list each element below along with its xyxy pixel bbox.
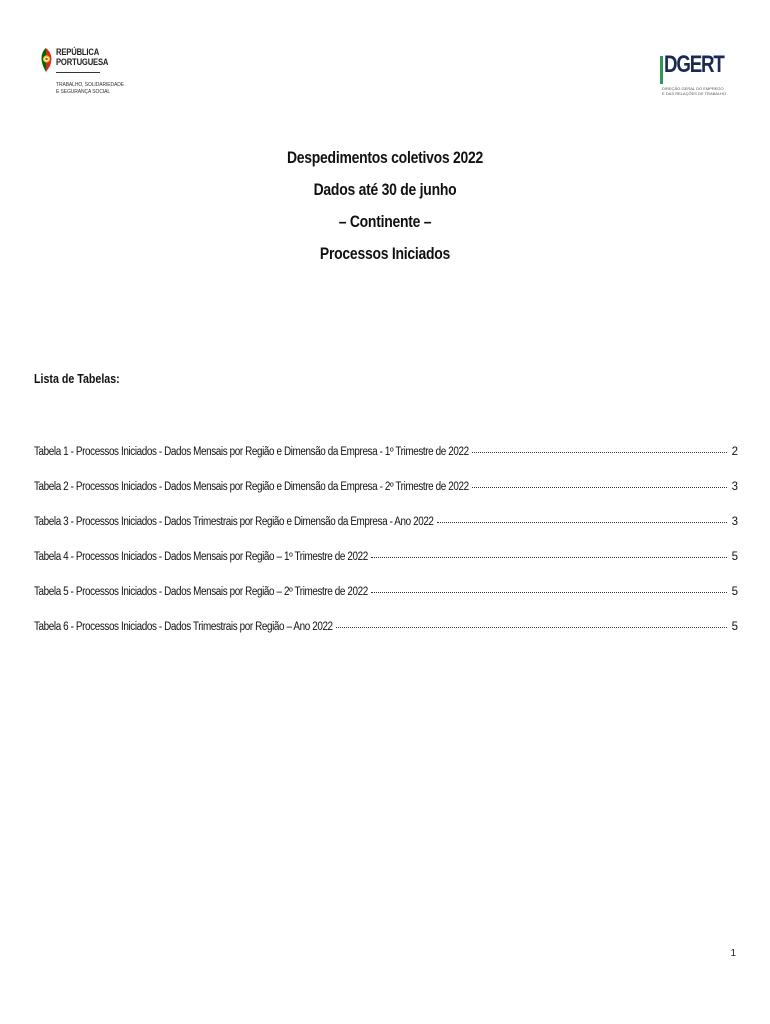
toc-leader-dots [371,547,727,558]
toc-entry-page: 5 [731,586,738,598]
ministry-name: TRABALHO, SOLIDARIEDADE E SEGURANÇA SOCIAL [56,82,124,95]
toc-leader-dots [472,442,727,453]
toc-entry-title: Tabela 6 - Processos Iniciados - Dados Trimestrais por Região – Ano 2022 [34,621,333,633]
toc-entry-page: 5 [731,551,738,563]
toc-entry-tabela-5[interactable] [34,584,738,600]
toc-entry-title: Tabela 4 - Processos Iniciados - Dados Mensais por Região – 1º Trimestre de 2022 [34,551,368,563]
toc-entry-page: 5 [731,621,738,633]
toc-leader-dots [371,582,727,593]
toc-leader-dots [472,477,727,488]
title-line-1: Despedimentos coletivos 2022 [286,148,484,167]
dgert-brand: DGERT [664,51,724,78]
page-number: 1 [730,948,736,959]
toc-leader-dots [437,512,727,523]
dgert-accent-bar [660,56,663,84]
toc-entry-title: Tabela 5 - Processos Iniciados - Dados Mensais por Região – 2º Trimestre de 2022 [34,586,368,598]
toc-entry-page: 2 [731,446,738,458]
list-of-tables-heading: Lista de Tabelas: [34,371,120,386]
republica-portuguesa-logo [38,44,128,104]
toc-entry-tabela-3[interactable] [34,514,738,530]
document-title [0,142,770,270]
toc-entry-page: 3 [731,516,738,528]
toc-entry-title: Tabela 3 - Processos Iniciados - Dados Trimestrais por Região e Dimensão da Empresa - Ano 2022 [34,516,434,528]
republica-name: REPÚBLICA PORTUGUESA [56,47,109,67]
toc-entry-tabela-1[interactable] [34,444,738,460]
toc-leader-dots [336,617,727,628]
title-line-4: Processos Iniciados [319,244,451,263]
toc-entry-title: Tabela 1 - Processos Iniciados - Dados Mensais por Região e Dimensão da Empresa - 1º Trimestre de 2022 [34,446,469,458]
dgert-logo [656,50,736,102]
title-line-2: Dados até 30 de junho [313,180,457,199]
toc-entry-tabela-4[interactable] [34,549,738,565]
toc-entry-tabela-6[interactable] [34,619,738,635]
dgert-subtitle: DIREÇÃO-GERAL DO EMPREGO E DAS RELAÇÕES DE TRABALHO [662,86,727,96]
toc-entry-tabela-2[interactable] [34,479,738,495]
title-line-3: – Continente – [338,212,432,231]
portugal-emblem-icon [38,46,55,74]
toc-entry-page: 3 [731,481,738,493]
logo-divider [56,72,100,73]
toc-entry-title: Tabela 2 - Processos Iniciados - Dados Mensais por Região e Dimensão da Empresa - 2º Trimestre de 2022 [34,481,469,493]
